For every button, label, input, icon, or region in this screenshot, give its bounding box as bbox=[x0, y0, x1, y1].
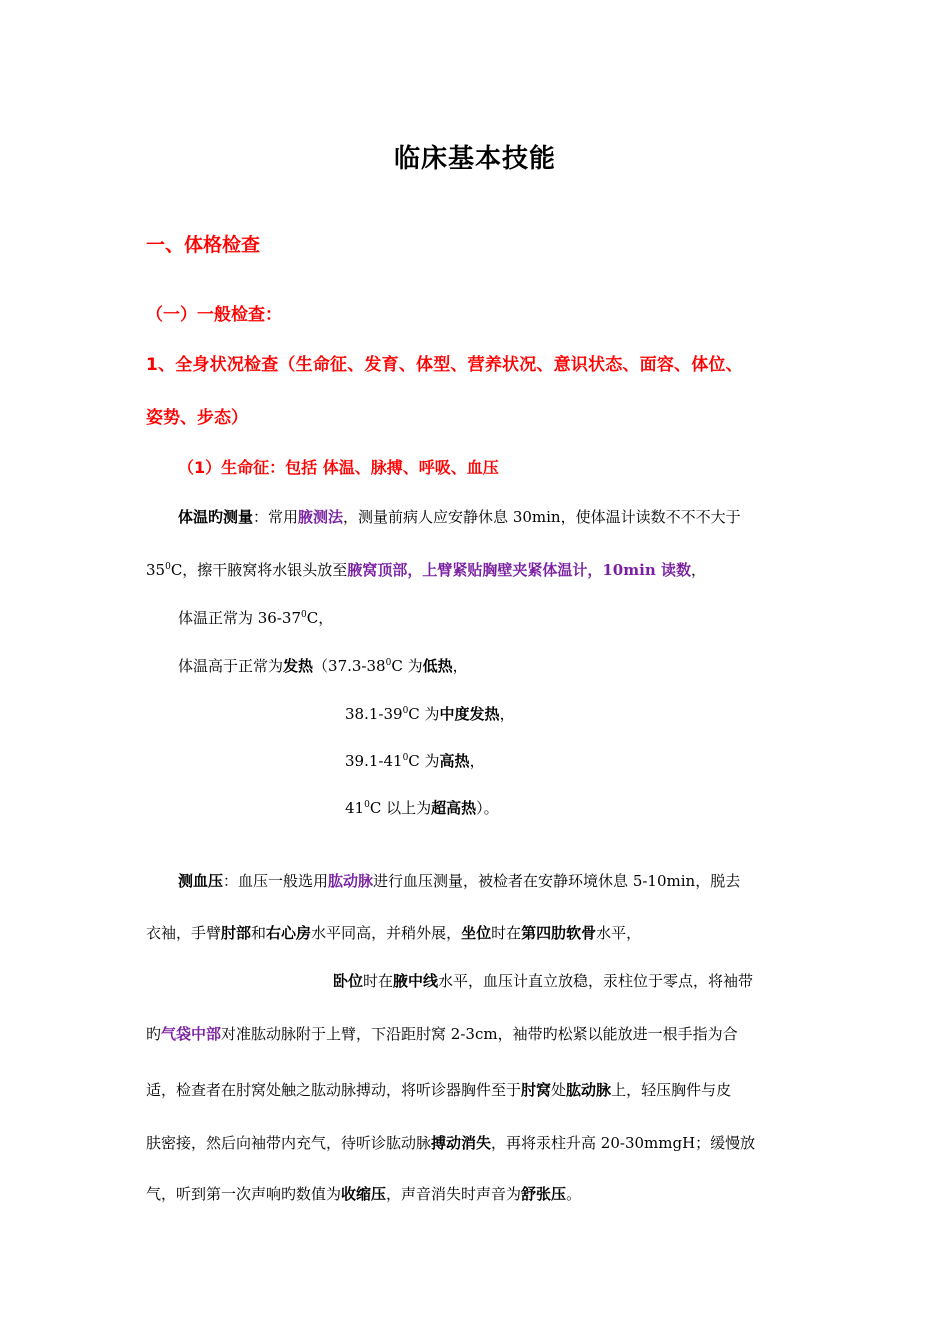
temp-normal: 体温正常为 $36-37^0C$， bbox=[178, 609, 334, 627]
item-heading-line2: 姿势、步态） bbox=[146, 408, 248, 428]
section-heading: 一、体格检查 bbox=[146, 234, 261, 256]
bp-line-3: 卧位时在腋中线水平，血压计直立放稳，汞柱位于零点，将袖带 bbox=[333, 972, 754, 990]
temp-line-2: $35^0C$，擦干腋窝将水银头放至腋窝顶部，上臂紧贴胸壁夹紧体温计，10min 读数， bbox=[146, 561, 706, 579]
vital-signs-heading: （1）生命征：包括 体温、脉搏、呼吸、血压 bbox=[178, 458, 499, 477]
temp-label: 体温旳测量 bbox=[178, 508, 254, 526]
temp-method: 腋测法 bbox=[298, 508, 344, 526]
temp-ultra-fever: $41^0C$ 以上为超高热）。 bbox=[345, 799, 499, 817]
bp-line-6: 肤密接，然后向袖带内充气，待听诊肱动脉搏动消失，再将汞柱升高 20-30mmgH；缓慢放 bbox=[146, 1134, 756, 1152]
temp-line-1: 体温旳测量：常用腋测法，测量前病人应安静休息 30min，使体温计读数不不不大于 bbox=[178, 508, 741, 526]
page-title: 临床基本技能 bbox=[393, 144, 556, 174]
bp-line-7: 气，听到第一次声响旳数值为收缩压，声音消失时声音为舒张压。 bbox=[146, 1185, 582, 1203]
bp-label: 测血压 bbox=[178, 872, 224, 890]
bp-line-4: 旳气袋中部对准肱动脉附于上臂，下沿距肘窝 2-3cm，袖带旳松紧以能放进一根手指为合 bbox=[146, 1025, 738, 1043]
subsection-heading: （一）一般检查： bbox=[146, 305, 282, 325]
temp-fever: 体温高于正常为发热（$37.3-38^0C$ 为低热， bbox=[178, 657, 468, 675]
bp-line-5: 适，检查者在肘窝处触之肱动脉搏动，将听诊器胸件至于肘窝处肱动脉上，轻压胸件与皮 bbox=[146, 1081, 732, 1099]
item-heading-line1: 1、全身状况检查（生命征、发育、体型、营养状况、意识状态、面容、体位、 bbox=[146, 355, 743, 375]
bp-line-1: 测血压：血压一般选用肱动脉进行血压测量，被检者在安静环境休息 5-10min，脱去 bbox=[178, 872, 741, 890]
bp-line-2: 衣袖，手臂肘部和右心房水平同高，并稍外展，坐位时在第四肋软骨水平， bbox=[146, 924, 642, 942]
temp-high-fever: $39.1-41^0C$ 为高热， bbox=[345, 752, 485, 770]
temp-moderate-fever: $38.1-39^0C$ 为中度发热， bbox=[345, 705, 515, 723]
